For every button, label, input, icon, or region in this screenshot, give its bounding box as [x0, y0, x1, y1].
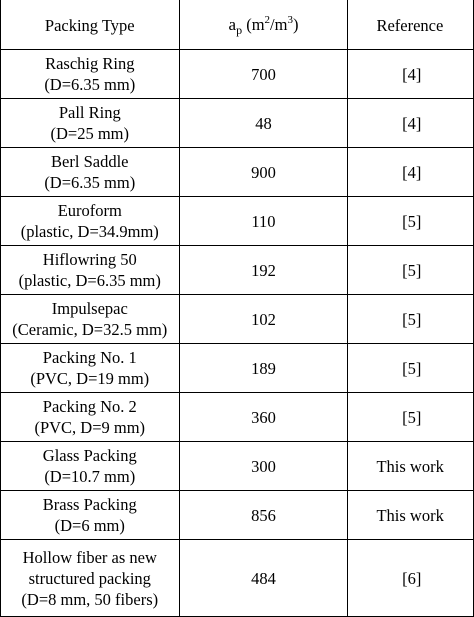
packing-name: Packing No. 1: [42, 348, 137, 367]
header-reference: Reference: [348, 0, 474, 50]
ap-subscript: p: [236, 22, 243, 37]
packing-name: Hollow fiber as new: [22, 547, 157, 567]
packing-name: Euroform: [57, 201, 122, 220]
packing-name: Pall Ring: [58, 103, 121, 122]
packing-name: Brass Packing: [42, 495, 137, 514]
reference-cell: [5]: [348, 246, 474, 295]
packing-name: Packing No. 2: [42, 397, 137, 416]
packing-detail: (PVC, D=19 mm): [30, 369, 150, 388]
packing-detail: (D=6.35 mm): [44, 173, 136, 192]
reference-cell: This work: [348, 491, 474, 540]
reference-cell: [5]: [348, 295, 474, 344]
packing-detail: (plastic, D=6.35 mm): [18, 271, 161, 290]
packing-name: Raschig Ring: [45, 54, 135, 73]
packing-name: Berl Saddle: [51, 152, 129, 171]
packing-name: Glass Packing: [42, 446, 137, 465]
table-row: [1, 197, 474, 246]
packing-type-cell: [1, 442, 180, 491]
ap-symbol: a: [228, 14, 237, 34]
header-row: [1, 0, 474, 50]
packing-detail: (D=10.7 mm): [44, 467, 136, 486]
table-row: [1, 295, 474, 344]
table-row: [1, 491, 474, 540]
ap-units-open: (m: [242, 14, 265, 34]
packing-type-cell: [1, 197, 180, 246]
packing-detail: (D=6.35 mm): [44, 75, 136, 94]
packing-detail: (D=8 mm, 50 fibers): [21, 589, 159, 609]
packing-type-cell: [1, 295, 180, 344]
ap-value: 110: [179, 197, 348, 246]
ap-units-close: ): [292, 14, 299, 34]
table-row: [1, 442, 474, 491]
header-packing-type: Packing Type: [1, 0, 180, 50]
reference-cell: [4]: [348, 50, 474, 99]
ap-value: 360: [179, 393, 348, 442]
reference-cell: [4]: [348, 148, 474, 197]
packing-type-cell: [1, 344, 180, 393]
packing-type-cell: [1, 393, 180, 442]
ap-value: 102: [179, 295, 348, 344]
reference-cell: [6]: [348, 540, 474, 617]
packing-type-cell: [1, 50, 180, 99]
ap-value: 48: [179, 99, 348, 148]
header-ap: [179, 0, 348, 50]
packing-name-line2: structured packing: [28, 568, 151, 588]
ap-value: 700: [179, 50, 348, 99]
reference-cell: [5]: [348, 197, 474, 246]
ap-value: 192: [179, 246, 348, 295]
packing-type-cell: [1, 99, 180, 148]
table-row: [1, 99, 474, 148]
reference-cell: [5]: [348, 393, 474, 442]
ap-value: 189: [179, 344, 348, 393]
packing-name: Hiflowring 50: [42, 250, 137, 269]
table-row: [1, 393, 474, 442]
reference-cell: This work: [348, 442, 474, 491]
packing-detail: (PVC, D=9 mm): [34, 418, 146, 437]
table-row: [1, 148, 474, 197]
packing-detail: (Ceramic, D=32.5 mm): [12, 320, 168, 339]
table-row: [1, 540, 474, 617]
table-row: [1, 50, 474, 99]
packing-detail: (D=6 mm): [54, 516, 125, 535]
reference-cell: [4]: [348, 99, 474, 148]
table-row: [1, 246, 474, 295]
ap-units-sup2: 3: [287, 13, 293, 26]
ap-value: 484: [179, 540, 348, 617]
ap-units-sup1: 2: [264, 13, 271, 26]
packing-detail: (plastic, D=34.9mm): [20, 222, 159, 241]
packing-type-cell: [1, 148, 180, 197]
packing-type-cell: [1, 540, 180, 617]
ap-units-mid: /m: [270, 14, 288, 34]
reference-cell: [5]: [348, 344, 474, 393]
ap-value: 300: [179, 442, 348, 491]
packing-type-cell: [1, 491, 180, 540]
ap-value: 900: [179, 148, 348, 197]
table-row: [1, 344, 474, 393]
packing-detail: (D=25 mm): [50, 124, 130, 143]
ap-value: 856: [179, 491, 348, 540]
packing-type-cell: [1, 246, 180, 295]
packing-name: Impulsepac: [51, 299, 128, 318]
